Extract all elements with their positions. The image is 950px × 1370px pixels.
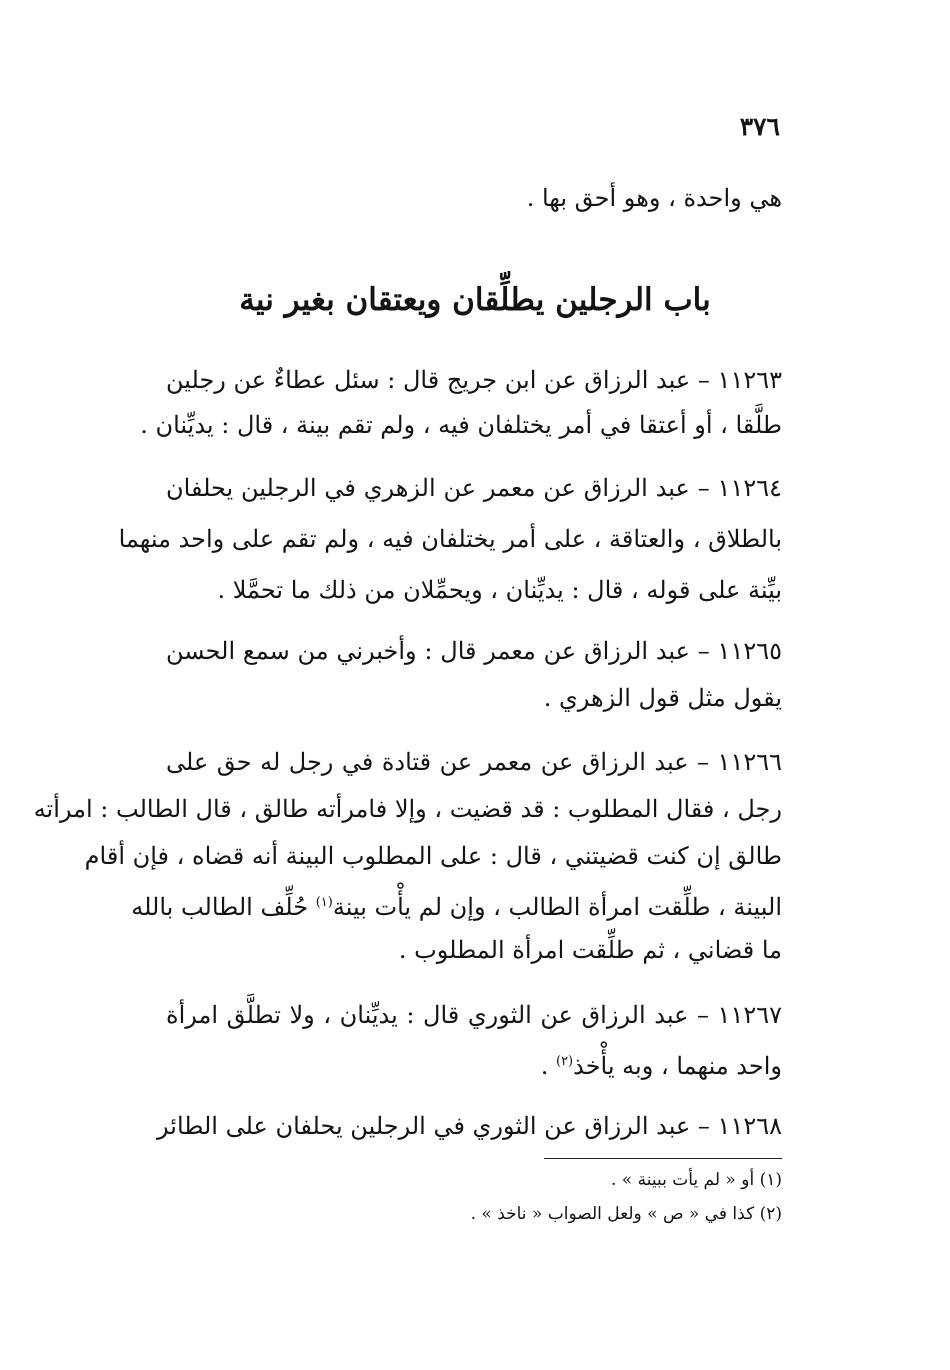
- entry-11265-line-2: يقول مثل قول الزهري .: [543, 684, 782, 712]
- footnote-2: (٢) كذا في « ص » ولعل الصواب « ناخذ » .: [470, 1204, 782, 1224]
- entry-11266-line-5: ما قضاني ، ثم طلِّقت امرأة المطلوب .: [398, 936, 782, 964]
- entry-11267-line-1: ١١٢٦٧ – عبد الرزاق عن الثوري قال : يديِّنان ، ولا تطلَّق امرأة: [166, 1001, 782, 1029]
- entry-11266-line-4: [131, 881, 782, 929]
- entry-11264-line-3: بيِّنة على قوله ، قال : يديِّنان ، ويحمِّلان من ذلك ما تحمَّلا .: [217, 576, 782, 604]
- entry-11266-line-2: رجل ، فقال المطلوب : قد قضيت ، وإلا فامرأته طالق ، قال الطالب : امرأته: [33, 795, 782, 823]
- footnote-divider: [544, 1158, 782, 1159]
- entry-11265-line-1: ١١٢٦٥ – عبد الرزاق عن معمر قال : وأخبرني من سمع الحسن: [166, 637, 782, 665]
- entry-11266-line-4-start: البينة ، طلِّقت امرأة الطالب ، وإن لم يأْت بينة: [332, 893, 782, 921]
- page-number: ٣٧٦: [739, 112, 780, 141]
- footnote-1: (١) أو « لم يأت ببينة » .: [610, 1170, 782, 1190]
- entry-11266-line-3: طالق إن كنت قضيتني ، قال : على المطلوب البينة أنه قضاه ، فإن أقام: [84, 842, 782, 870]
- entry-11266-line-1: ١١٢٦٦ – عبد الرزاق عن معمر عن قتادة في رجل له حق على: [166, 748, 782, 776]
- entry-11268-line-1: ١١٢٦٨ – عبد الرزاق عن الثوري في الرجلين يحلفان على الطائر: [157, 1112, 782, 1140]
- entry-11264-line-1: ١١٢٦٤ – عبد الرزاق عن معمر عن الزهري في الرجلين يحلفان: [166, 474, 782, 502]
- entry-11263-line-1: ١١٢٦٣ – عبد الرزاق عن ابن جريج قال : سئل عطاءٌ عن رجلين: [166, 366, 782, 394]
- entry-11266-line-4-end: حُلِّف الطالب بالله: [131, 893, 309, 921]
- entry-11267-line-2-end: .: [540, 1052, 549, 1080]
- entry-11267-line-2: [166, 1040, 782, 1088]
- entry-11264-line-2: بالطلاق ، والعتاقة ، على أمر يختلفان فيه ، ولم تقم على واحد منهما: [118, 525, 782, 553]
- chapter-heading: باب الرجلين يطلِّقان ويعتقان بغير نية: [239, 282, 711, 318]
- entry-11267-line-2-text: واحد منهما ، وبه يأْخذ: [573, 1052, 782, 1080]
- footnote-ref-2: (٢): [555, 1054, 574, 1069]
- carryover-text: هي واحدة ، وهو أحق بها .: [526, 184, 782, 212]
- entry-11263-line-2: طلَّقا ، أو أعتقا في أمر يختلفان فيه ، ولم تقم بينة ، قال : يديِّنان .: [140, 411, 782, 439]
- footnote-ref-1: (١): [315, 895, 333, 910]
